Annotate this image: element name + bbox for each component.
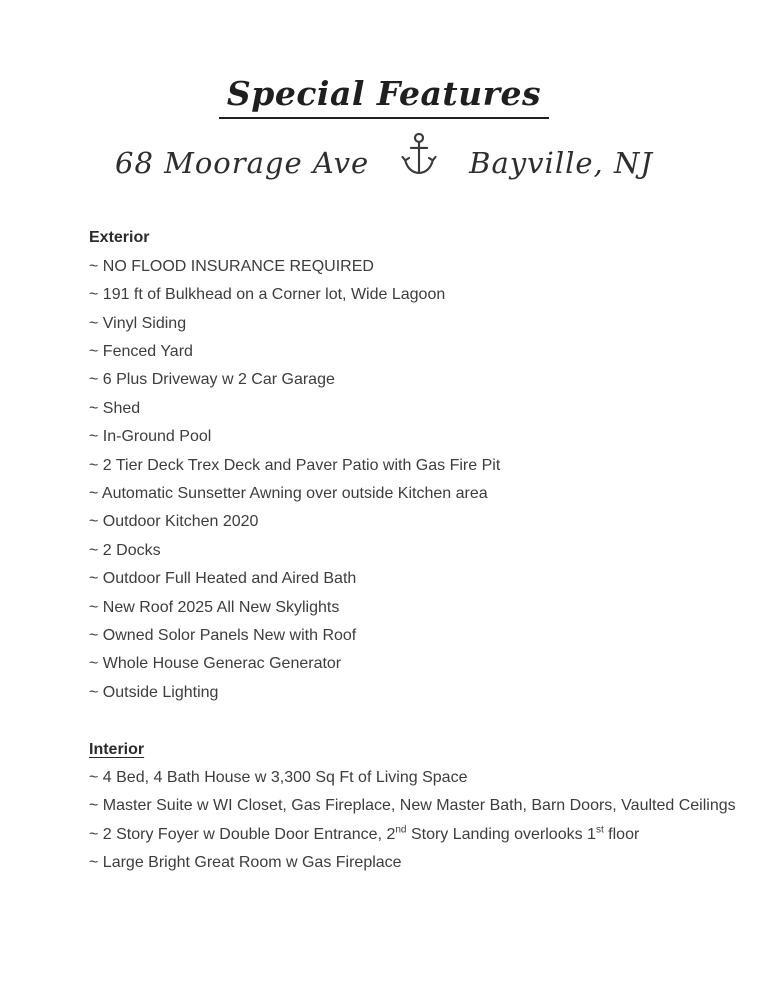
feature-item: ~ 191 ft of Bulkhead on a Corner lot, Wide Lagoon xyxy=(89,286,446,304)
feature-item: ~ Shed xyxy=(89,399,141,417)
address-street: 68 Moorage Ave xyxy=(115,146,370,181)
sections xyxy=(89,224,768,877)
feature-item: ~ Automatic Sunsetter Awning over outside Kitchen area xyxy=(89,484,488,502)
anchor-icon xyxy=(399,130,439,182)
feature-item: ~ 2 Story Foyer w Double Door Entrance, 2nd Story Landing overlooks 1st floor xyxy=(89,824,640,843)
feature-item: ~ In-Ground Pool xyxy=(89,428,212,446)
section-interior xyxy=(89,736,768,878)
page-title: Special Features xyxy=(219,76,549,119)
feature-item: ~ New Roof 2025 All New Skylights xyxy=(89,598,340,616)
feature-item: ~ 4 Bed, 4 Bath House w 3,300 Sq Ft of Living Space xyxy=(89,769,468,786)
address-city: Bayville, NJ xyxy=(469,146,653,181)
section-heading: Interior xyxy=(89,740,145,758)
feature-item: ~ 6 Plus Driveway w 2 Car Garage xyxy=(89,371,335,389)
feature-item: ~ 2 Tier Deck Trex Deck and Paver Patio with Gas Fire Pit xyxy=(89,456,501,474)
feature-item: ~ Master Suite w WI Closet, Gas Fireplace, New Master Bath, Barn Doors, Vaulted Ceilings xyxy=(89,797,736,815)
address-row xyxy=(0,144,768,182)
feature-item: ~ Outside Lighting xyxy=(89,683,219,701)
title-row xyxy=(0,76,768,119)
feature-item: ~ Outdoor Kitchen 2020 xyxy=(89,513,259,531)
feature-item: ~ Fenced Yard xyxy=(89,342,193,360)
section-heading: Exterior xyxy=(89,229,150,247)
feature-item: ~ NO FLOOD INSURANCE REQUIRED xyxy=(89,257,374,275)
feature-item: ~ 2 Docks xyxy=(89,541,161,559)
feature-item: ~ Outdoor Full Heated and Aired Bath xyxy=(89,570,357,588)
feature-item: ~ Owned Solor Panels New with Roof xyxy=(89,626,357,644)
feature-item: ~ Whole House Generac Generator xyxy=(89,655,342,673)
feature-item: ~ Vinyl Siding xyxy=(89,314,187,332)
feature-item: ~ Large Bright Great Room w Gas Fireplace xyxy=(89,854,402,872)
section-exterior xyxy=(89,224,768,707)
